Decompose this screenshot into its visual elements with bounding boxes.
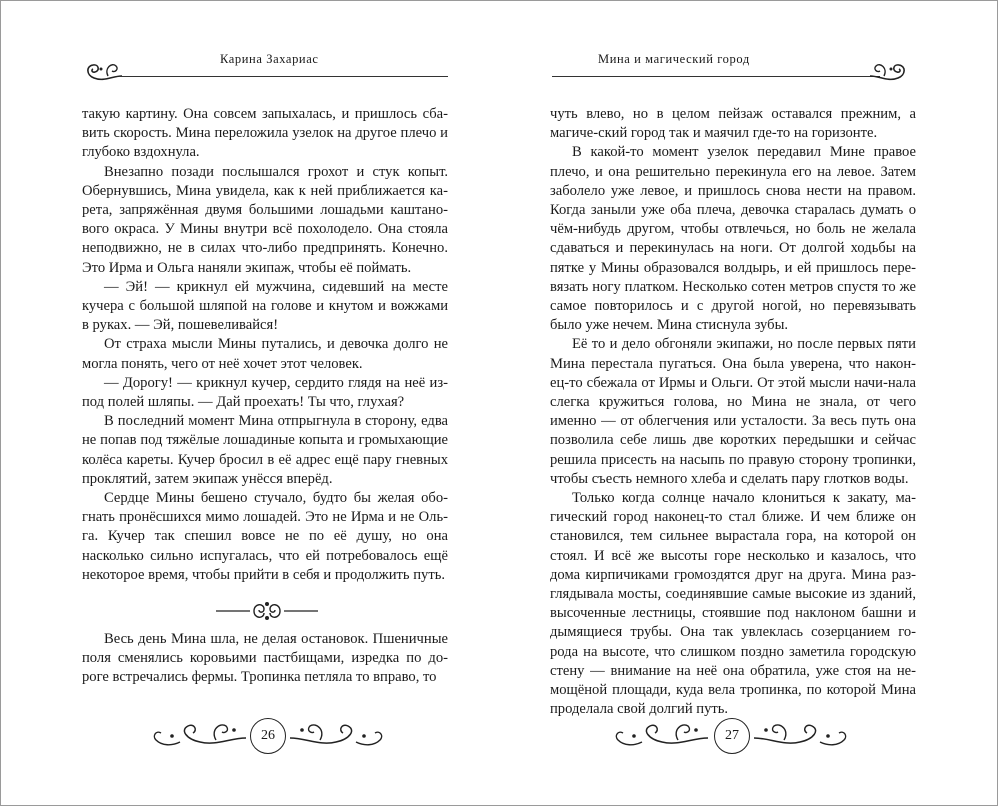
section-divider-ornament-icon [212,598,322,624]
header-rule [120,76,448,77]
page-footer-left [82,712,450,762]
header-ornament-icon [866,56,910,86]
running-header-title: Мина и магический город [598,52,750,66]
paragraph: От страха мысли Мины путались, и девочка долго не могла понять, чего от неё хочет этот человек. [82,336,448,372]
header-rule [552,76,880,77]
paragraph: В последний момент Мина отпрыгнула в сторону, едва не попав под тяжёлые лошадиные копыта и громыхающие колёса кареты. Кучер бросил в её адрес ещё пару гневных проклятий, затем экипаж унёсся вперёд. [82,413,448,487]
right-page [550,0,918,808]
left-page [82,0,450,808]
running-header-left [82,44,450,84]
footer-flourish-icon [754,716,850,756]
paragraph: Внезапно позади послышался грохот и стук копыт. Обернувшись, Мина увидела, как к ней приближается ка-рета, запряжённая двумя большими лошадьми каштано-вого окраса. У Мины внутри всё похолодело. Она стояла неподвижно, не в силах что-либо предпринять. Конечно. Это Ирма и Ольга наняли экипаж, чтобы её поймать. [82,163,448,276]
paragraph: Весь день Мина шла, не делая остановок. Пшеничные поля сменялись коровьими пастбищами, изредка по до-роге встречались фермы. Тропинка петляла то вправо, то [82,631,448,686]
paragraph: — Эй! — крикнул ей мужчина, сидевший на месте кучера с большой шляпой на голове и кнутом и вожжами в руках. — Эй, пошевеливайся! [82,278,448,334]
footer-flourish-icon [612,716,708,756]
running-header-right [550,44,918,84]
paragraph: В какой-то момент узелок передавил Мине правое плечо, и она решительно перекинула его на левое. Затем заболело уже левое, и пришлось снова нести на правом. Когда заныли уже оба плеча, девочка старалась думать о чём-нибудь другом, чтобы отвлечься, но боль не желала сдаваться и перекинулась на ноги. От долгой ходьбы на пятке у Мины образовался волдырь, и ей пришлось пере-вязать ногу платком. Несколько сотен метров спустя то же самое повторилось и с другой ногой, но перевязывать было уже нечем. Мина стиснула зубы. [550,144,916,334]
page-footer-right [550,712,918,762]
paragraph: Только когда солнце начало клониться к закату, ма-гический город наконец-то стал ближе. И чем ближе он становился, тем сильнее вырастала гора, на которой он стоял. И всё же высоты горе несколько и казалось, что дома кирпичиками громоздятся друг на друга. Мина раз-глядывала мосты, соединявшие самые высокие из зданий, высоченные лестницы, стоявшие под наклоном башни и дымящиеся трубы. Она так увлеклась созерцанием го-рода на высоте, что слишком поздно заметила городскую стену — внимание на неё она обратила, уже стоя на не-мощёной площади, куда вела тропинка, по которой Мина проделала свой долгий путь. [550,490,916,718]
body-text-left [82,105,448,585]
running-header-title: Карина Захариас [220,52,319,66]
body-text-left-continued [82,630,448,688]
header-ornament-icon [82,56,126,86]
footer-flourish-icon [150,716,246,756]
footer-flourish-icon [290,716,386,756]
page-number: 27 [714,718,750,754]
body-text-right [550,105,916,720]
paragraph: такую картину. Она совсем запыхалась, и пришлось сба-вить скорость. Мина переложила узелок на другое плечо и глубоко вздохнула. [82,106,448,161]
paragraph: — Дорогу! — крикнул кучер, сердито глядя на неё из-под полей шляпы. — Дай проехать! Ты что, глухая? [82,374,448,411]
page-number: 26 [250,718,286,754]
paragraph: Её то и дело обгоняли экипажи, но после первых пяти Мина перестала пугаться. Она была уверена, что након-ец-то сбежала от Ирмы и Ольги. От этой мысли начи-нала слегка кружиться голова, но Мина не знала, от чего именно — от облегчения или усталости. За весь путь она позволила себе лишь две коротких передышки и сейчас решила присесть на насыпь по правую сторону тропинки, чтобы съесть немного хлеба и сделать пару глотков воды. [550,336,916,487]
paragraph: чуть влево, но в целом пейзаж оставался прежним, а магиче-ский город так и маячил где-то на горизонте. [550,106,916,142]
paragraph: Сердце Мины бешено стучало, будто бы желая обо-гнать пронёсшихся мимо лошадей. Это не Ирма и не Оль-га. Кучер так спешил вовсе не по её душу, но она насколько сильно испугалась, что ей потребовалось ещё некоторое время, чтобы прийти в себя и продолжить путь. [82,490,448,583]
